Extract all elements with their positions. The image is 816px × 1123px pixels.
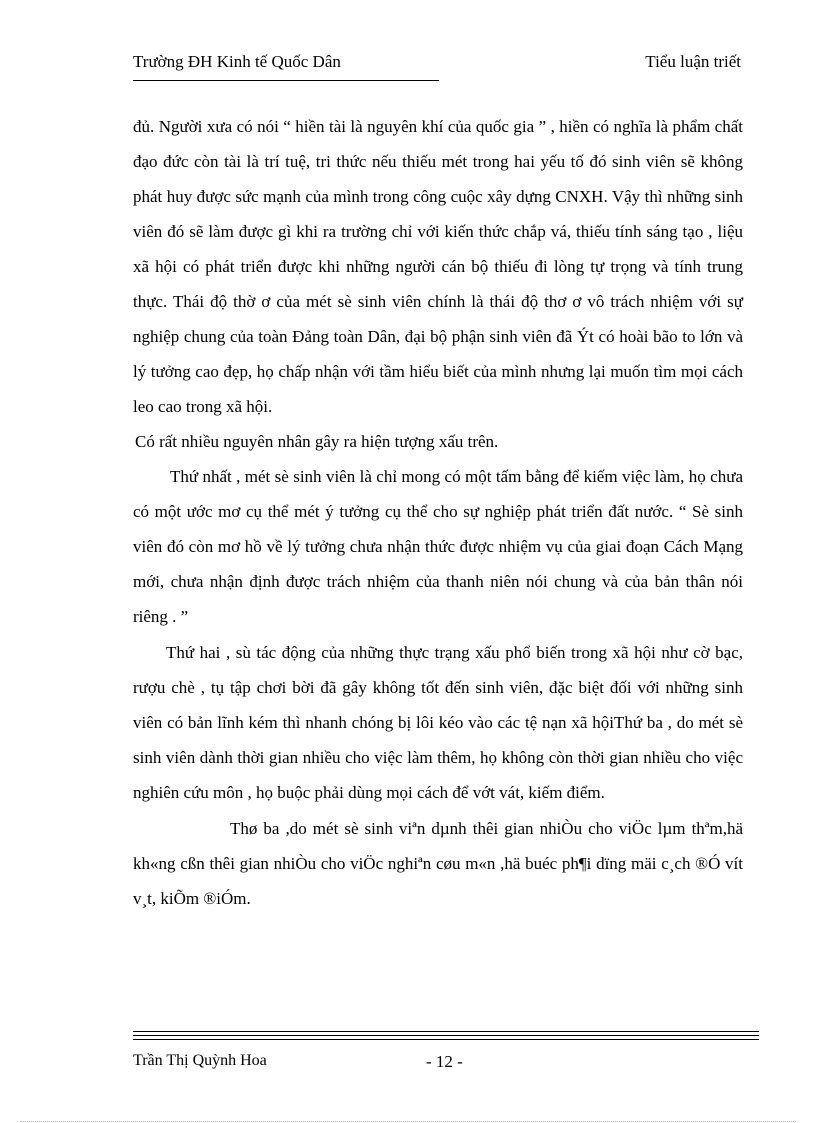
footer-author-name: Trần Thị Quỳnh Hoa — [133, 1052, 267, 1069]
paragraph-first-cause: Thứ nhất , mét sè sinh viên là chỉ mong có một tấm bằng để kiếm việc làm, họ chưa có một ước mơ cụ thể mét ý tưởng cụ thể cho sự nghiệp phát triển đất nước. “ Sè sinh viên đó còn mơ hồ về lý tưởng chưa nhận thức được nhiệm vụ của giai đoạn Cách Mạng mới, chưa nhận định được trách nhiệm của thanh niên nói chung và của bản thân nói riêng . ” — [133, 467, 743, 626]
paragraph-causes-intro: Có rất nhiều nguyên nhân gây ra hiện tượng xấu trên. — [135, 432, 499, 451]
header-underline — [133, 80, 439, 81]
page-header — [133, 52, 741, 78]
page-footer — [133, 1052, 759, 1076]
footer-rule — [133, 1031, 759, 1032]
paragraph-continuation: đủ. Người xưa có nói “ hiền tài là nguyên khí của quốc gia ” , hiền có nghĩa là phẩm chất đạo đức còn tài là trí tuệ, tri thức nếu thiếu mét trong hai yếu tố đó sinh viên sẽ không phát huy được sức mạnh của mình trong công cuộc xây dựng CNXH. Vậy thì những sinh viên đó sẽ làm được gì khi ra trường chỉ với kiến thức chắp vá, thiếu tính sáng tạo , liệu xã hội có phát triển được khi những người cán bộ thiếu đi lòng tự trọng và tính trung thực. Thái độ thờ ơ của mét sè sinh viên chính là thái độ thơ ơ vô trách nhiệm với sự nghiệp chung của toàn Đảng toàn Dân, đại bộ phận sinh viên đã Ýt có hoài bão to lớn và lý tưởng cao đẹp, họ chấp nhận với tầm hiểu biết của mình nhưng lại muốn tìm mọi cách leo cao trong xã hội. — [133, 117, 743, 416]
page-bottom-dotted-edge — [20, 1121, 796, 1122]
footer-rule — [133, 1035, 759, 1036]
header-school-name: Trường ĐH Kinh tế Quốc Dân — [133, 52, 341, 71]
header-document-type: Tiểu luận triết — [645, 52, 741, 71]
footer-divider — [133, 1031, 759, 1043]
paragraph-garbled-third-cause: Thø ba ,do mét sè sinh viªn dµnh thêi gian nhiÒu cho viÖc lµm thªm,hä kh«ng cßn thêi gian nhiÒu cho viÖc nghiªn cøu m«n ,hä buéc ph¶i dïng mäi c¸ch ®Ó vít v¸t, kiÕm ®iÓm. — [133, 819, 743, 908]
document-body — [133, 109, 743, 916]
footer-page-number: - 12 - — [426, 1052, 463, 1071]
footer-rule — [133, 1039, 759, 1040]
paragraph-second-cause: Thứ hai , sù tác động của những thực trạng xấu phổ biến trong xã hội như cờ bạc, rượu chè , tụ tập chơi bời đã gây không tốt đến sinh viên, đặc biệt đối với những sinh viên có bản lĩnh kém thì nhanh chóng bị lôi kéo vào các tệ nạn xã hộiThứ ba , do mét sè sinh viên dành thời gian nhiều cho việc làm thêm, họ không còn thời gian nhiều cho việc nghiên cứu môn , họ buộc phải dùng mọi cách để vớt vát, kiếm điểm. — [133, 643, 743, 802]
